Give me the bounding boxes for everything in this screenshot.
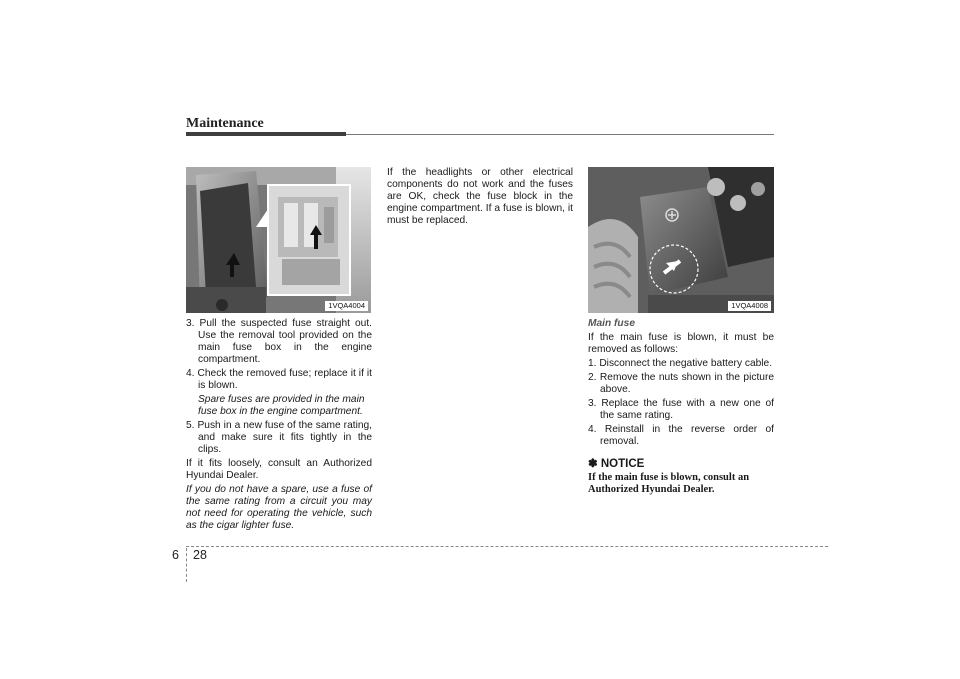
dealer-note: If it fits loosely, consult an Authorized Hyundai Dealer. [186,458,372,481]
notice-title-text: NOTICE [600,458,645,470]
main-fuse-step-1: 1. Disconnect the negative battery cable. [588,358,773,369]
spare-fuse-note: Spare fuses are provided in the main fuse box in the engine compartment. [198,394,365,417]
main-fuse-step-4: 4. Reinstall in the reverse order of removal. [588,424,774,447]
header-accent-bar [186,132,346,136]
column-right [588,318,774,496]
headlight-intro: If the headlights or other electrical components do not work and the fuses are OK, check the fuse block in the engine compartment. If a fuse is blown, it must be replaced. [387,167,573,226]
page-number: 28 [193,548,207,562]
fuse-box-illustration [186,167,371,313]
main-fuse-photo [588,167,774,313]
main-fuse-step-2: 2. Remove the nuts shown in the picture above. [588,372,774,395]
step-3: 3. Pull the suspected fuse straight out. Use the removal tool provided on the main fuse box in the engine compartment. [186,318,372,365]
footer-divider [186,548,187,582]
no-spare-note: If you do not have a spare, use a fuse of the same rating from a circuit you may not need for operating the vehicle, such as the cigar lighter fuse. [186,484,372,531]
image-code-label: 1VQA4008 [728,301,771,311]
main-fuse-intro: If the main fuse is blown, it must be removed as follows: [588,332,774,355]
fuse-box-photo [186,167,371,313]
notice-title [588,458,774,470]
step-5: 5. Push in a new fuse of the same rating, and make sure it fits tightly in the clips. [186,420,372,455]
step-4: 4. Check the removed fuse; replace it if it is blown. [186,368,372,391]
image-code-label: 1VQA4004 [325,301,368,311]
notice-symbol: ✽ [588,458,598,470]
page-header-title: Maintenance [186,116,264,131]
main-fuse-heading: Main fuse [588,318,635,329]
main-fuse-illustration [588,167,774,313]
footer-rule [186,546,828,547]
column-left [186,318,372,534]
chapter-number: 6 [172,548,179,562]
column-middle [387,167,573,229]
notice-body: If the main fuse is blown, consult an Authorized Hyundai Dealer. [588,472,750,495]
main-fuse-step-3: 3. Replace the fuse with a new one of the same rating. [588,398,774,421]
